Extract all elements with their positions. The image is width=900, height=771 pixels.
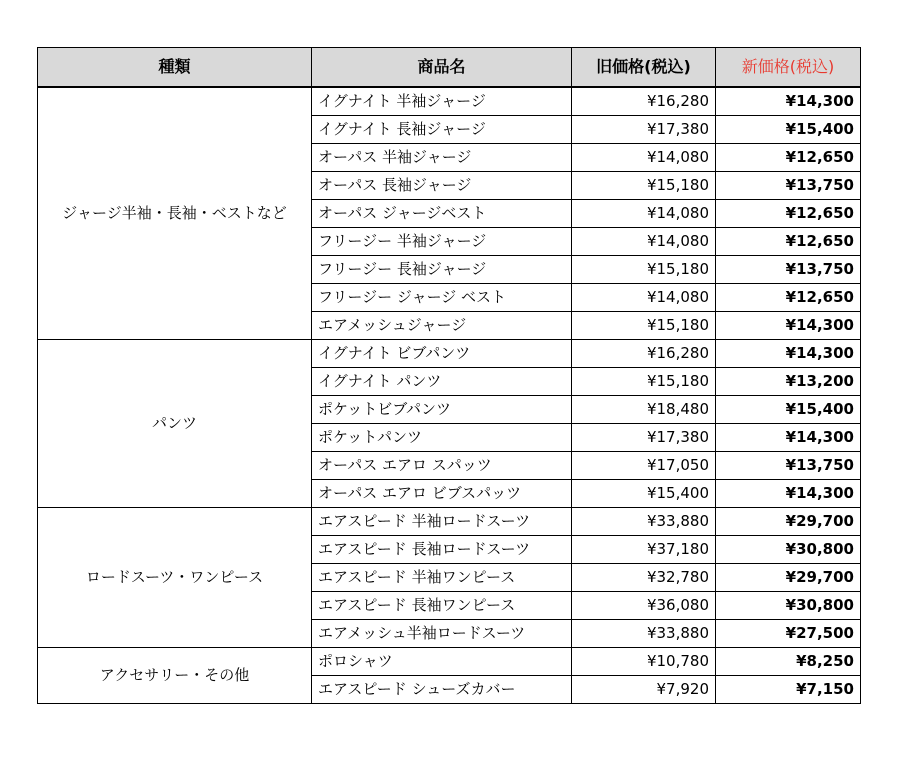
header-old-price: 旧価格(税込) — [572, 48, 716, 88]
old-price-cell: ¥7,920 — [572, 676, 716, 704]
product-name-cell: エアスピード 半袖ワンピース — [312, 564, 572, 592]
category-cell: パンツ — [38, 340, 312, 508]
old-price-cell: ¥36,080 — [572, 592, 716, 620]
header-product: 商品名 — [312, 48, 572, 88]
new-price-cell: ¥29,700 — [716, 564, 861, 592]
product-name-cell: エアスピード 長袖ワンピース — [312, 592, 572, 620]
new-price-cell: ¥14,300 — [716, 87, 861, 116]
new-price-cell: ¥27,500 — [716, 620, 861, 648]
price-table — [37, 47, 861, 704]
old-price-cell: ¥17,050 — [572, 452, 716, 480]
old-price-cell: ¥14,080 — [572, 284, 716, 312]
table-row — [38, 340, 861, 368]
old-price-cell: ¥15,180 — [572, 172, 716, 200]
product-name-cell: フリージー 半袖ジャージ — [312, 228, 572, 256]
old-price-cell: ¥15,400 — [572, 480, 716, 508]
new-price-cell: ¥30,800 — [716, 592, 861, 620]
old-price-cell: ¥37,180 — [572, 536, 716, 564]
new-price-cell: ¥13,750 — [716, 452, 861, 480]
product-name-cell: エアスピード 長袖ロードスーツ — [312, 536, 572, 564]
product-name-cell: オーパス 長袖ジャージ — [312, 172, 572, 200]
new-price-cell: ¥14,300 — [716, 340, 861, 368]
new-price-cell: ¥12,650 — [716, 228, 861, 256]
new-price-cell: ¥13,750 — [716, 256, 861, 284]
old-price-cell: ¥15,180 — [572, 312, 716, 340]
product-name-cell: ポケットパンツ — [312, 424, 572, 452]
product-name-cell: ポロシャツ — [312, 648, 572, 676]
product-name-cell: フリージー 長袖ジャージ — [312, 256, 572, 284]
new-price-cell: ¥12,650 — [716, 144, 861, 172]
product-name-cell: エアメッシュジャージ — [312, 312, 572, 340]
product-name-cell: イグナイト パンツ — [312, 368, 572, 396]
new-price-cell: ¥29,700 — [716, 508, 861, 536]
old-price-cell: ¥33,880 — [572, 620, 716, 648]
header-row — [38, 48, 861, 88]
old-price-cell: ¥17,380 — [572, 116, 716, 144]
old-price-cell: ¥15,180 — [572, 368, 716, 396]
new-price-cell: ¥13,200 — [716, 368, 861, 396]
product-name-cell: オーパス 半袖ジャージ — [312, 144, 572, 172]
new-price-cell: ¥8,250 — [716, 648, 861, 676]
product-name-cell: オーパス エアロ ビブスパッツ — [312, 480, 572, 508]
table-row — [38, 508, 861, 536]
product-name-cell: エアスピード シューズカバー — [312, 676, 572, 704]
product-name-cell: イグナイト 長袖ジャージ — [312, 116, 572, 144]
new-price-cell: ¥15,400 — [716, 116, 861, 144]
category-cell: ロードスーツ・ワンピース — [38, 508, 312, 648]
category-cell: アクセサリー・その他 — [38, 648, 312, 704]
product-name-cell: ポケットビブパンツ — [312, 396, 572, 424]
old-price-cell: ¥14,080 — [572, 228, 716, 256]
old-price-cell: ¥33,880 — [572, 508, 716, 536]
old-price-cell: ¥17,380 — [572, 424, 716, 452]
header-category: 種類 — [38, 48, 312, 88]
old-price-cell: ¥32,780 — [572, 564, 716, 592]
old-price-cell: ¥16,280 — [572, 340, 716, 368]
new-price-cell: ¥15,400 — [716, 396, 861, 424]
product-name-cell: イグナイト ビブパンツ — [312, 340, 572, 368]
header-new-price: 新価格(税込) — [716, 48, 861, 88]
new-price-cell: ¥13,750 — [716, 172, 861, 200]
old-price-cell: ¥14,080 — [572, 200, 716, 228]
table-row — [38, 87, 861, 116]
category-cell: ジャージ半袖・長袖・ベストなど — [38, 87, 312, 340]
product-name-cell: イグナイト 半袖ジャージ — [312, 87, 572, 116]
new-price-cell: ¥14,300 — [716, 480, 861, 508]
old-price-cell: ¥15,180 — [572, 256, 716, 284]
new-price-cell: ¥30,800 — [716, 536, 861, 564]
new-price-cell: ¥12,650 — [716, 284, 861, 312]
new-price-cell: ¥7,150 — [716, 676, 861, 704]
product-name-cell: オーパス ジャージベスト — [312, 200, 572, 228]
product-name-cell: エアスピード 半袖ロードスーツ — [312, 508, 572, 536]
table-row — [38, 648, 861, 676]
product-name-cell: フリージー ジャージ ベスト — [312, 284, 572, 312]
new-price-cell: ¥14,300 — [716, 424, 861, 452]
old-price-cell: ¥10,780 — [572, 648, 716, 676]
new-price-cell: ¥12,650 — [716, 200, 861, 228]
price-table-body — [38, 87, 861, 704]
old-price-cell: ¥14,080 — [572, 144, 716, 172]
old-price-cell: ¥16,280 — [572, 87, 716, 116]
new-price-cell: ¥14,300 — [716, 312, 861, 340]
product-name-cell: エアメッシュ半袖ロードスーツ — [312, 620, 572, 648]
product-name-cell: オーパス エアロ スパッツ — [312, 452, 572, 480]
old-price-cell: ¥18,480 — [572, 396, 716, 424]
